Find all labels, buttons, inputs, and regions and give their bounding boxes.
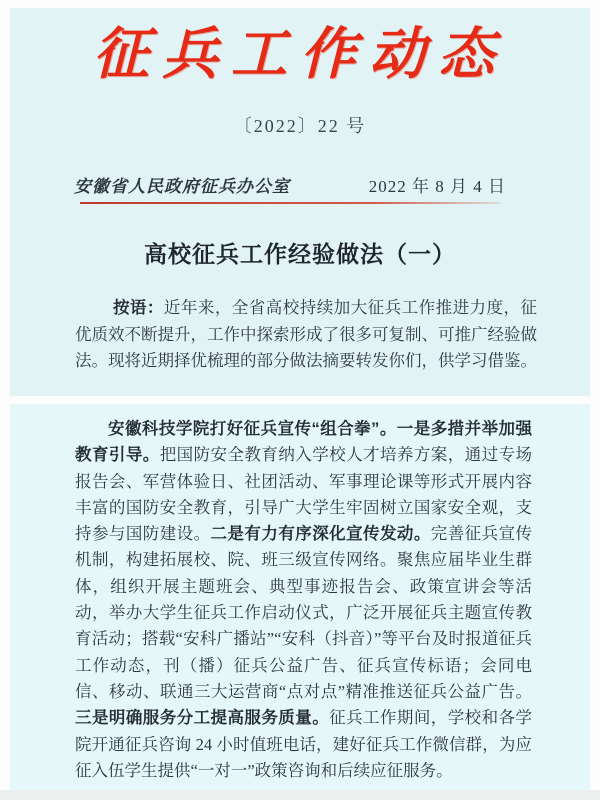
article-title: 高校征兵工作经验做法（一）: [144, 241, 456, 267]
text-segment: 近年来，全省高校持续加大征兵工作推进力度，征优质效不断提升，工作中探索形成了很多可复制、可推广经验做法。现将近期择优梳理的部分做法摘要转发你们，供学习借鉴。: [75, 298, 538, 370]
bold-text-segment: 按语：: [112, 299, 164, 317]
text-segment: 征兵工作期间，学校和各学院开通征兵咨询 24 小时值班电话，建好征兵工作微信群，为应征入伍学生提供“一对一”政策咨询和后续应征服务。: [75, 708, 533, 780]
text-segment: 把国防安全教育纳入学校人才培养方案，通过专场报告会、军营体验日、社团活动、军事理论课等形式开展内容丰富的国防安全教育，引导广大学生牢固树立国家安全观，支持参与国防建设。: [75, 445, 533, 544]
bold-text-segment: 一是多措并举加强教育引导。: [75, 420, 533, 465]
body-paragraph: [75, 416, 532, 784]
text-segment: 完善征兵宣传机制，构建拓展校、院、班三级宣传网络。聚焦应届毕业生群体，组织开展主题班会、典型事迹报告会、政策宣讲会等活动，举办大学生征兵工作启动仪式，广泛开展征兵主题宣传教育活动；搭载“安科广播站”“安科（抖音）”等平台及时报道征兵工作动态，刊（播）征兵公益广告、征兵宣传标语；会同电信、移动、联通三大运营商“点对点”精准推送征兵公益广告。: [75, 524, 533, 701]
masthead-title: 征兵工作动态: [93, 24, 507, 86]
issuer-date-row: [74, 172, 506, 197]
bold-text-segment: 二是有力有序深化宣传发动。: [210, 525, 431, 544]
issuer-name: 安徽省人民政府征兵办公室: [74, 177, 290, 196]
bold-text-segment: 三是明确服务分工提高服务质量。: [75, 709, 330, 728]
red-divider-line: [80, 202, 500, 204]
page-bottom-margin: [0, 790, 600, 800]
masthead-panel: [10, 8, 590, 396]
document-date: 2022 年 8 月 4 日: [368, 177, 506, 196]
preface-paragraph: [75, 295, 537, 375]
body-panel: [10, 404, 590, 790]
issue-number: 〔2022〕22 号: [233, 116, 367, 136]
bold-text-segment: 安徽科技学院打好征兵宣传“组合拳”。: [108, 420, 397, 438]
